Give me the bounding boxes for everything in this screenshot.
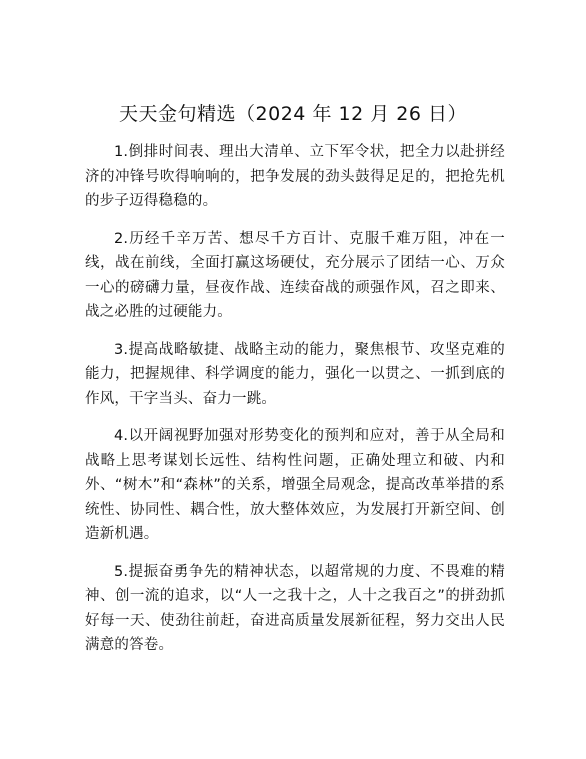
quote-paragraph-4: 4.以开阔视野加强对形势变化的预判和应对，善于从全局和战略上思考谋划长远性、结构性问题，正确处理立和破、内和外、“树木”和“森林”的关系，增强全局观念，提高改革举措的系统性、协同性、耦合性，放大整体效应，为发展打开新空间、创造新机遇。 — [85, 428, 505, 542]
quote-list — [85, 140, 505, 671]
quote-paragraph-5: 5.提振奋勇争先的精神状态，以超常规的力度、不畏难的精神、创一流的追求，以“人一之我十之，人十之我百之”的拼劲抓好每一天、使劲往前赶，奋进高质量发展新征程，努力交出人民满意的答卷。 — [85, 563, 505, 653]
quote-paragraph-2: 2.历经千辛万苦、想尽千方百计、克服千难万阻，冲在一线，战在前线，全面打赢这场硬仗，充分展示了团结一心、万众一心的磅礴力量，昼夜作战、连续奋战的顽强作风，召之即来、战之必胜的过硬能力。 — [85, 230, 505, 320]
page-title: 天天金句精选（2024 年 12 月 26 日） — [119, 103, 467, 125]
quote-paragraph-1: 1.倒排时间表、理出大清单、立下军令状，把全力以赴拼经济的冲锋号吹得响响的，把争发展的劲头鼓得足足的，把抢先机的步子迈得稳稳的。 — [85, 144, 505, 209]
quote-paragraph-3: 3.提高战略敏捷、战略主动的能力，聚焦根节、攻坚克难的能力，把握规律、科学调度的能力，强化一以贯之、一抓到底的作风，干字当头、奋力一跳。 — [85, 341, 505, 407]
